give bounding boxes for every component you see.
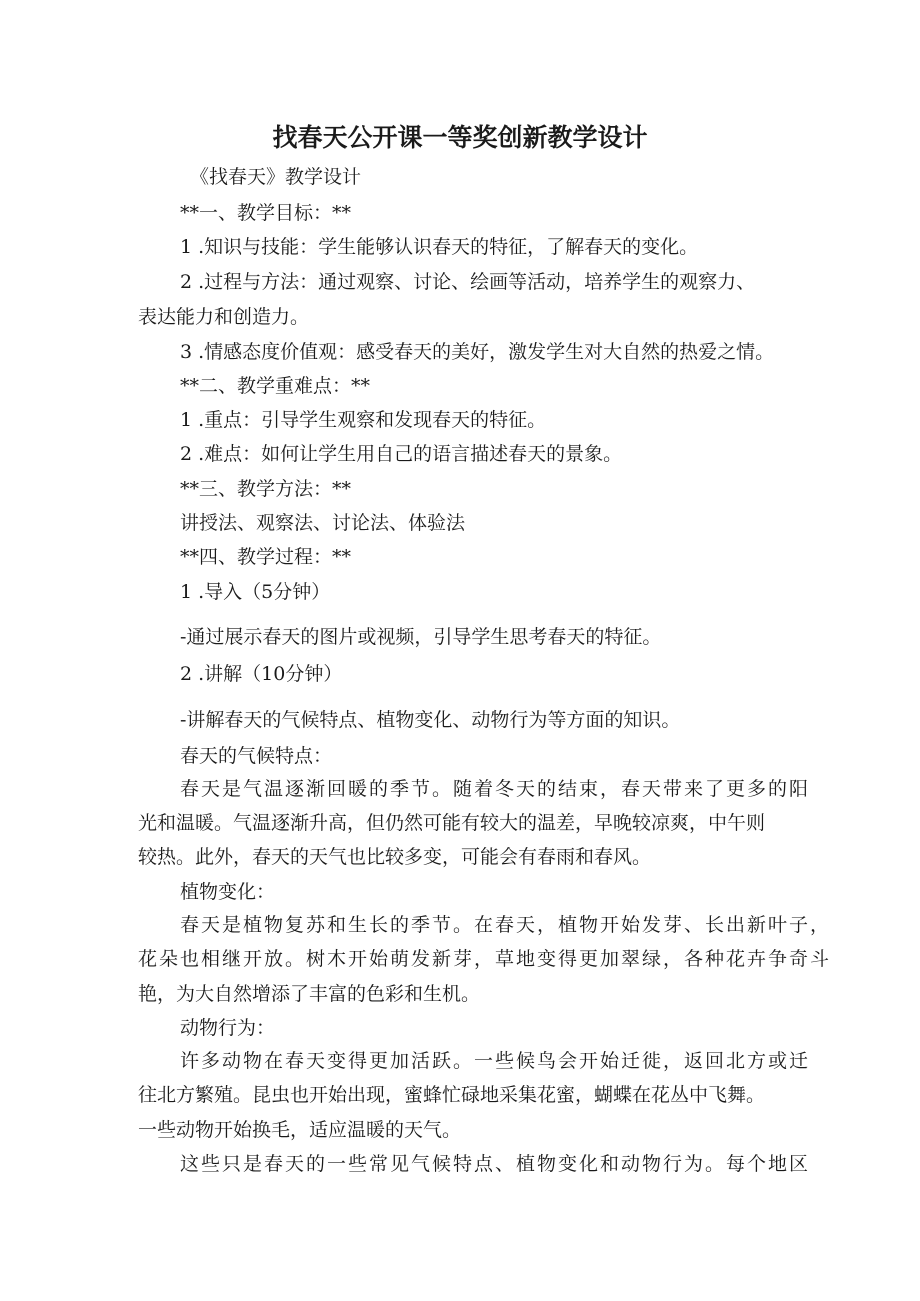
paragraph-line: 春天是气温逐渐回暖的季节。随着冬天的结束，春天带来了更多的阳 bbox=[180, 778, 811, 800]
paragraph-line: 植物变化： bbox=[180, 881, 276, 903]
paragraph-line: 春天是植物复苏和生长的季节。在春天，植物开始发芽、长出新叶子， bbox=[180, 914, 832, 936]
paragraph-line: 这些只是春天的一些常见气候特点、植物变化和动物行为。每个地区 bbox=[180, 1153, 811, 1175]
paragraph-line: 1 .导入（5分钟） bbox=[180, 581, 331, 603]
paragraph-line: 1 .知识与技能：学生能够认识春天的特征，了解春天的变化。 bbox=[180, 236, 699, 258]
paragraph-line: 光和温暖。气温逐渐升高，但仍然可能有较大的温差，早晚较凉爽，中午则 bbox=[138, 812, 766, 834]
paragraph-line: -通过展示春天的图片或视频，引导学生思考春天的特征。 bbox=[180, 626, 662, 648]
paragraph-line: 较热。此外，春天的天气也比较多变，可能会有春雨和春风。 bbox=[138, 846, 652, 868]
section-heading: **四、教学过程：** bbox=[180, 546, 352, 568]
paragraph-line: 动物行为： bbox=[180, 1017, 276, 1039]
paragraph-line: -讲解春天的气候特点、植物变化、动物行为等方面的知识。 bbox=[180, 709, 681, 731]
paragraph-line: 表达能力和创造力。 bbox=[138, 306, 310, 328]
subtitle-line: 《找春天》教学设计 bbox=[190, 166, 362, 188]
paragraph-line: 往北方繁殖。昆虫也开始出现，蜜蜂忙碌地采集花蜜，蝴蝶在花丛中飞舞。 bbox=[138, 1084, 766, 1106]
paragraph-line: 艳，为大自然增添了丰富的色彩和生机。 bbox=[138, 983, 481, 1005]
paragraph-line: 花朵也相继开放。树木开始萌发新芽，草地变得更加翠绿，各种花卉争奇斗 bbox=[138, 948, 832, 970]
section-heading: **三、教学方法：** bbox=[180, 478, 352, 500]
paragraph-line: 许多动物在春天变得更加活跃。一些候鸟会开始迁徙，返回北方或迁 bbox=[180, 1050, 811, 1072]
paragraph-line: 2 .过程与方法：通过观察、讨论、绘画等活动，培养学生的观察力、 bbox=[180, 271, 756, 293]
document-title: 找春天公开课一等奖创新教学设计 bbox=[272, 123, 648, 152]
paragraph-line: 2 .难点：如何让学生用自己的语言描述春天的景象。 bbox=[180, 443, 623, 465]
paragraph-line: 1 .重点：引导学生观察和发现春天的特征。 bbox=[180, 409, 547, 431]
section-heading: **一、教学目标：** bbox=[180, 202, 352, 224]
paragraph-line: 一些动物开始换毛，适应温暖的天气。 bbox=[138, 1119, 462, 1141]
paragraph-line: 2 .讲解（10分钟） bbox=[180, 663, 343, 685]
section-heading: **二、教学重难点：** bbox=[180, 375, 371, 397]
paragraph-line: 讲授法、观察法、讨论法、体验法 bbox=[180, 512, 466, 534]
paragraph-line: 春天的气候特点： bbox=[180, 745, 333, 767]
paragraph-line: 3 .情感态度价值观：感受春天的美好，激发学生对大自然的热爱之情。 bbox=[180, 341, 775, 363]
